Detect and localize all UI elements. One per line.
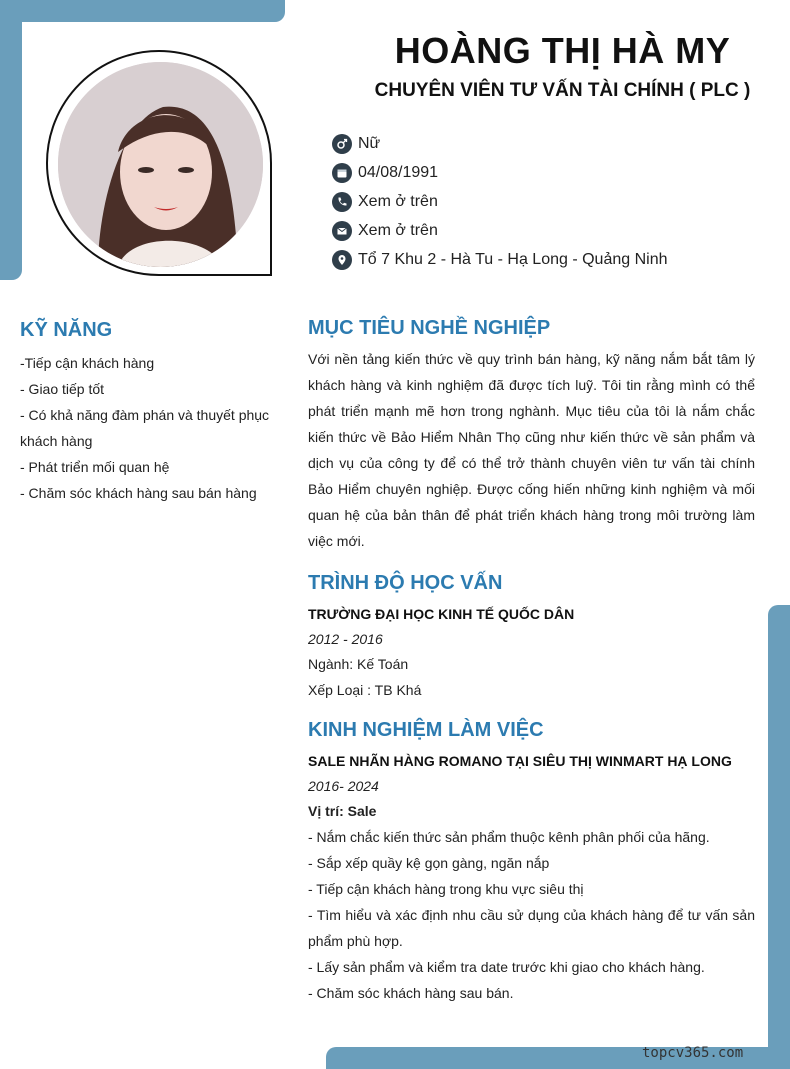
duty-item: - Nắm chắc kiến thức sản phẩm thuộc kênh phân phối của hãng. <box>308 829 710 845</box>
education-major: Ngành: Kế Toán <box>308 656 409 672</box>
education-years: 2012 - 2016 <box>308 631 383 647</box>
phone-icon <box>332 192 352 212</box>
experience-title: KINH NGHIỆM LÀM VIỆC <box>308 719 544 741</box>
skills-list <box>20 350 280 506</box>
info-email: Xem ở trên <box>332 216 668 245</box>
objective-text: Với nền tảng kiến thức về quy trình bán hàng, kỹ năng nắm bắt tâm lý khách hàng và kinh nghiệm đã được tích luỹ. Tôi tin rằng mình có thể phát triển mạnh mẽ hơn trong nghành. Mục tiêu của tôi là nắm chắc kiến thức về Bảo Hiểm Nhân Thọ cũng như kiến thức về sản phẩm và dịch vụ của công ty để có thể trở thành chuyên viên tư vấn tài chính Bảo Hiểm chuyên nghiệp. Được cống hiến những kinh nghiệm và mối quan hệ của bản thân để phát triển khách hàng trong môi trường làm việc mới. <box>308 351 755 549</box>
experience-company: SALE NHÃN HÀNG ROMANO TẠI SIÊU THỊ WINMART HẠ LONG <box>308 753 732 769</box>
info-birthday: 04/08/1991 <box>332 158 668 187</box>
info-address: Tổ 7 Khu 2 - Hà Tu - Hạ Long - Quảng Ninh <box>332 245 668 274</box>
experience-role: Vị trí: Sale <box>308 803 377 819</box>
profile-photo <box>58 62 263 267</box>
skill-item: - Chăm sóc khách hàng sau bán hàng <box>20 485 257 501</box>
skill-item: - Có khả năng đàm phán và thuyết phục khách hàng <box>20 407 270 449</box>
experience-duties <box>308 824 755 1006</box>
decor-left-bar <box>0 0 22 280</box>
skill-item: - Giao tiếp tốt <box>20 381 105 397</box>
gender-icon <box>332 134 352 154</box>
info-phone: Xem ở trên <box>332 187 668 216</box>
education-block <box>308 601 755 703</box>
email-icon <box>332 221 352 241</box>
skill-item: -Tiếp cận khách hàng <box>20 355 155 371</box>
candidate-name: HOÀNG THỊ HÀ MY <box>394 30 731 71</box>
info-gender: Nữ <box>332 129 668 158</box>
skills-title: KỸ NĂNG <box>20 319 113 341</box>
duty-item: - Sắp xếp quầy kệ gọn gàng, ngăn nắp <box>308 855 550 871</box>
duty-item: - Chăm sóc khách hàng sau bán. <box>308 985 514 1001</box>
education-grade: Xếp Loại : TB Khá <box>308 682 422 698</box>
experience-years: 2016- 2024 <box>308 778 379 794</box>
candidate-position: CHUYÊN VIÊN TƯ VẤN TÀI CHÍNH ( PLC ) <box>374 80 751 101</box>
decor-top-left-bar <box>0 0 285 22</box>
watermark: topcv365.com <box>642 1045 744 1061</box>
skill-item: - Phát triển mối quan hệ <box>20 459 170 475</box>
decor-right-bar <box>768 605 790 1069</box>
duty-item: - Tìm hiểu và xác định nhu cầu sử dụng của khách hàng để tư vấn sản phẩm phù hợp. <box>308 907 755 949</box>
calendar-icon <box>332 163 352 183</box>
duty-item: - Lấy sản phẩm và kiểm tra date trước khi giao cho khách hàng. <box>308 959 705 975</box>
experience-block <box>308 748 755 1006</box>
education-title: TRÌNH ĐỘ HỌC VẤN <box>308 572 503 594</box>
school-name: TRƯỜNG ĐẠI HỌC KINH TẾ QUỐC DÂN <box>308 606 575 622</box>
location-pin-icon <box>332 250 352 270</box>
duty-item: - Tiếp cận khách hàng trong khu vực siêu thị <box>308 881 584 897</box>
personal-info-list <box>332 129 668 274</box>
objective-title: MỤC TIÊU NGHỀ NGHIỆP <box>308 317 551 339</box>
